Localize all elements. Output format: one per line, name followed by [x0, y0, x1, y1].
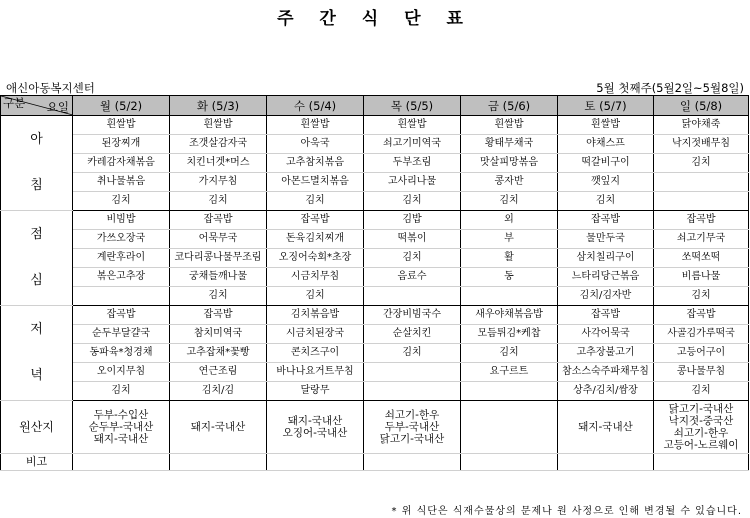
- menu-cell: 잡곡밥: [558, 306, 654, 325]
- menu-cell: 김치볶음밥: [267, 306, 364, 325]
- origin-line: 돼지-국내산: [578, 421, 633, 433]
- meal-label-char: 저: [30, 322, 43, 337]
- origin-line: 쇠고기-한우: [384, 409, 440, 421]
- menu-cell: [364, 363, 461, 382]
- note-cell: [364, 454, 461, 471]
- menu-row: [1, 306, 749, 325]
- menu-cell: 아욱국: [267, 135, 364, 154]
- day-header-fri: 금 (5/6): [461, 96, 558, 116]
- menu-cell: 김치: [73, 382, 170, 401]
- note-cell: [73, 454, 170, 471]
- menu-cell: 비빔밥: [73, 211, 170, 230]
- menu-cell: 김치: [558, 192, 654, 211]
- menu-cell: 궁채들깨나물: [170, 268, 267, 287]
- menu-cell: [364, 287, 461, 306]
- menu-cell: 김치: [170, 192, 267, 211]
- menu-cell: 동: [461, 268, 558, 287]
- menu-row: [1, 192, 749, 211]
- menu-cell: 김치: [654, 287, 749, 306]
- menu-row: [1, 116, 749, 135]
- menu-cell: 취나물볶음: [73, 173, 170, 192]
- center-name: 애신아동복지센터: [6, 81, 95, 95]
- menu-cell: 김치: [170, 287, 267, 306]
- menu-cell: 김치: [654, 154, 749, 173]
- menu-cell: 순살치킨: [364, 325, 461, 344]
- menu-cell: 낙지젓배무침: [654, 135, 749, 154]
- menu-cell: 삼치칠리구이: [558, 249, 654, 268]
- day-header-mon: 월 (5/2): [73, 96, 170, 116]
- menu-cell: 활: [461, 249, 558, 268]
- menu-cell: 김치: [267, 192, 364, 211]
- menu-row: [1, 135, 749, 154]
- origin-label: 원산지: [1, 401, 73, 454]
- menu-cell: 느타리당근볶음: [558, 268, 654, 287]
- menu-cell: 물만두국: [558, 230, 654, 249]
- note-cell: [558, 454, 654, 471]
- day-label: 요일: [46, 100, 69, 114]
- origin-line: 닭고기-국내산: [668, 403, 734, 415]
- menu-cell: 참소스숙주파채무침: [558, 363, 654, 382]
- menu-cell: 김치: [364, 192, 461, 211]
- menu-cell: 김치: [364, 344, 461, 363]
- menu-cell: 사골김가루떡국: [654, 325, 749, 344]
- menu-cell: 비름나물: [654, 268, 749, 287]
- menu-cell: 김치: [654, 382, 749, 401]
- menu-cell: 김치: [73, 192, 170, 211]
- menu-cell: 부: [461, 230, 558, 249]
- menu-cell: 흰쌀밥: [267, 116, 364, 135]
- menu-cell: 고사리나물: [364, 173, 461, 192]
- origin-line: 두부-국내산: [384, 421, 440, 433]
- origin-line: 돼지-국내산: [287, 415, 343, 427]
- day-header-sun: 일 (5/8): [654, 96, 749, 116]
- menu-row: [1, 230, 749, 249]
- menu-cell: 김치: [364, 249, 461, 268]
- menu-cell: 콩자반: [461, 173, 558, 192]
- note-cell: [461, 454, 558, 471]
- menu-cell: 계란후라이: [73, 249, 170, 268]
- menu-cell: 흰쌀밥: [73, 116, 170, 135]
- menu-cell: 시금치무침: [267, 268, 364, 287]
- menu-cell: [73, 287, 170, 306]
- note-label: 비고: [1, 454, 73, 471]
- menu-cell: 오이지무침: [73, 363, 170, 382]
- menu-cell: 떡볶이: [364, 230, 461, 249]
- menu-cell: 오징어숙회*초장: [267, 249, 364, 268]
- meal-label-char: 침: [30, 178, 43, 193]
- note-cell: [654, 454, 749, 471]
- day-header-wed: 수 (5/4): [267, 96, 364, 116]
- menu-cell: 고추장불고기: [558, 344, 654, 363]
- menu-cell: 요구르트: [461, 363, 558, 382]
- page-title: 주 간 식 단 표: [277, 9, 473, 29]
- menu-cell: 된장찌개: [73, 135, 170, 154]
- menu-cell: 새우야채볶음밥: [461, 306, 558, 325]
- origin-line: 오징어-국내산: [282, 427, 348, 439]
- weekly-menu-table: [0, 95, 749, 471]
- menu-cell: 순두부달걀국: [73, 325, 170, 344]
- menu-cell: 연근조림: [170, 363, 267, 382]
- origin-line: 순두부-국내산: [88, 421, 154, 433]
- menu-cell: 코다리콩나물무조림: [170, 249, 267, 268]
- menu-cell: 고추참치볶음: [267, 154, 364, 173]
- day-header-sat: 토 (5/7): [558, 96, 654, 116]
- menu-cell: 흰쌀밥: [461, 116, 558, 135]
- menu-cell: 상추/김치/쌈장: [558, 382, 654, 401]
- menu-cell: 음료수: [364, 268, 461, 287]
- menu-cell: 외: [461, 211, 558, 230]
- menu-cell: 간장비빔국수: [364, 306, 461, 325]
- menu-cell: [461, 382, 558, 401]
- origin-line: 돼지-국내산: [190, 421, 246, 433]
- origin-line: 두부-수입산: [93, 409, 149, 421]
- menu-row: [1, 382, 749, 401]
- meal-label-char: 아: [30, 132, 43, 147]
- menu-cell: 잡곡밥: [558, 211, 654, 230]
- day-header-thu: 목 (5/5): [364, 96, 461, 116]
- meal-label-dinner: [1, 306, 73, 401]
- menu-cell: 깻잎지: [558, 173, 654, 192]
- meal-label-char: 점: [30, 227, 43, 242]
- origin-cell: [558, 401, 654, 454]
- footnote: * 위 식단은 식재수물상의 문제나 원 사정으로 인해 변경될 수 있습니다.: [391, 506, 742, 517]
- menu-cell: 시금치된장국: [267, 325, 364, 344]
- note-cell: [267, 454, 364, 471]
- origin-row: [1, 401, 749, 454]
- menu-cell: 콘치즈구이: [267, 344, 364, 363]
- week-label: 5월 첫째주(5월2일~5월8일): [596, 81, 744, 95]
- menu-cell: 두부조림: [364, 154, 461, 173]
- menu-cell: 잡곡밥: [73, 306, 170, 325]
- menu-cell: 김치: [267, 287, 364, 306]
- menu-cell: 어묵무국: [170, 230, 267, 249]
- menu-cell: 쇠고기무국: [654, 230, 749, 249]
- note-cell: [170, 454, 267, 471]
- meal-label-breakfast: [1, 116, 73, 211]
- menu-cell: 가쓰오장국: [73, 230, 170, 249]
- meal-label-lunch: [1, 211, 73, 306]
- menu-cell: 흰쌀밥: [558, 116, 654, 135]
- menu-cell: 조갯살감자국: [170, 135, 267, 154]
- origin-line: 돼지-국내산: [93, 433, 149, 445]
- menu-cell: 김치: [461, 192, 558, 211]
- origin-line: 닭고기-국내산: [379, 433, 445, 445]
- menu-cell: 닭야채죽: [654, 116, 749, 135]
- menu-cell: 가지무침: [170, 173, 267, 192]
- menu-cell: [654, 192, 749, 211]
- menu-row: [1, 325, 749, 344]
- menu-cell: 김치/김: [170, 382, 267, 401]
- menu-cell: 잡곡밥: [654, 211, 749, 230]
- menu-cell: 카레감자채볶음: [73, 154, 170, 173]
- menu-cell: 쇠고기미역국: [364, 135, 461, 154]
- origin-line: 고등어-노르웨이: [663, 439, 739, 451]
- menu-cell: 아몬드멸치볶음: [267, 173, 364, 192]
- menu-cell: 떡갈비구이: [558, 154, 654, 173]
- menu-cell: 사각어묵국: [558, 325, 654, 344]
- meal-label-char: 심: [30, 273, 43, 288]
- menu-cell: 쏘떡쏘떡: [654, 249, 749, 268]
- menu-cell: 야채스프: [558, 135, 654, 154]
- menu-cell: [461, 287, 558, 306]
- menu-cell: 고등어구이: [654, 344, 749, 363]
- menu-row: [1, 154, 749, 173]
- day-header-tue: 화 (5/3): [170, 96, 267, 116]
- menu-cell: 참치미역국: [170, 325, 267, 344]
- menu-cell: 잡곡밥: [654, 306, 749, 325]
- menu-cell: 돈육김치찌개: [267, 230, 364, 249]
- menu-cell: 볶은고추장: [73, 268, 170, 287]
- menu-cell: 달랑무: [267, 382, 364, 401]
- menu-row: [1, 173, 749, 192]
- menu-cell: 흰쌀밥: [364, 116, 461, 135]
- menu-cell: 흰쌀밥: [170, 116, 267, 135]
- menu-row: [1, 249, 749, 268]
- menu-cell: 치킨너겟*머스: [170, 154, 267, 173]
- menu-cell: 맛살피망볶음: [461, 154, 558, 173]
- menu-cell: [654, 173, 749, 192]
- origin-cell: [73, 401, 170, 454]
- menu-cell: 바나나요거트무침: [267, 363, 364, 382]
- origin-cell: [170, 401, 267, 454]
- header-row: [1, 96, 749, 116]
- origin-cell: [461, 401, 558, 454]
- menu-cell: 김밥: [364, 211, 461, 230]
- menu-row: [1, 211, 749, 230]
- menu-cell: 잡곡밥: [170, 211, 267, 230]
- group-label: 구분: [3, 96, 26, 110]
- menu-cell: 잡곡밥: [170, 306, 267, 325]
- origin-line: 낙지젓-중국산: [668, 415, 734, 427]
- menu-row: [1, 344, 749, 363]
- corner-cell: [1, 96, 73, 116]
- menu-cell: [364, 382, 461, 401]
- menu-cell: 김치/김자반: [558, 287, 654, 306]
- meal-body: [1, 116, 749, 401]
- meal-label-char: 녁: [30, 368, 43, 383]
- menu-cell: 김치: [461, 344, 558, 363]
- origin-cell: [654, 401, 749, 454]
- menu-cell: 고추잡채*꽃빵: [170, 344, 267, 363]
- note-row: [1, 454, 749, 471]
- origin-line: 쇠고기-한우: [673, 427, 729, 439]
- menu-cell: 동파육*청경채: [73, 344, 170, 363]
- menu-cell: 콩나물무침: [654, 363, 749, 382]
- menu-cell: 황태무채국: [461, 135, 558, 154]
- menu-row: [1, 363, 749, 382]
- menu-row: [1, 287, 749, 306]
- menu-row: [1, 268, 749, 287]
- menu-cell: 모듬튀김*케찹: [461, 325, 558, 344]
- origin-cell: [267, 401, 364, 454]
- menu-cell: 잡곡밥: [267, 211, 364, 230]
- origin-cell: [364, 401, 461, 454]
